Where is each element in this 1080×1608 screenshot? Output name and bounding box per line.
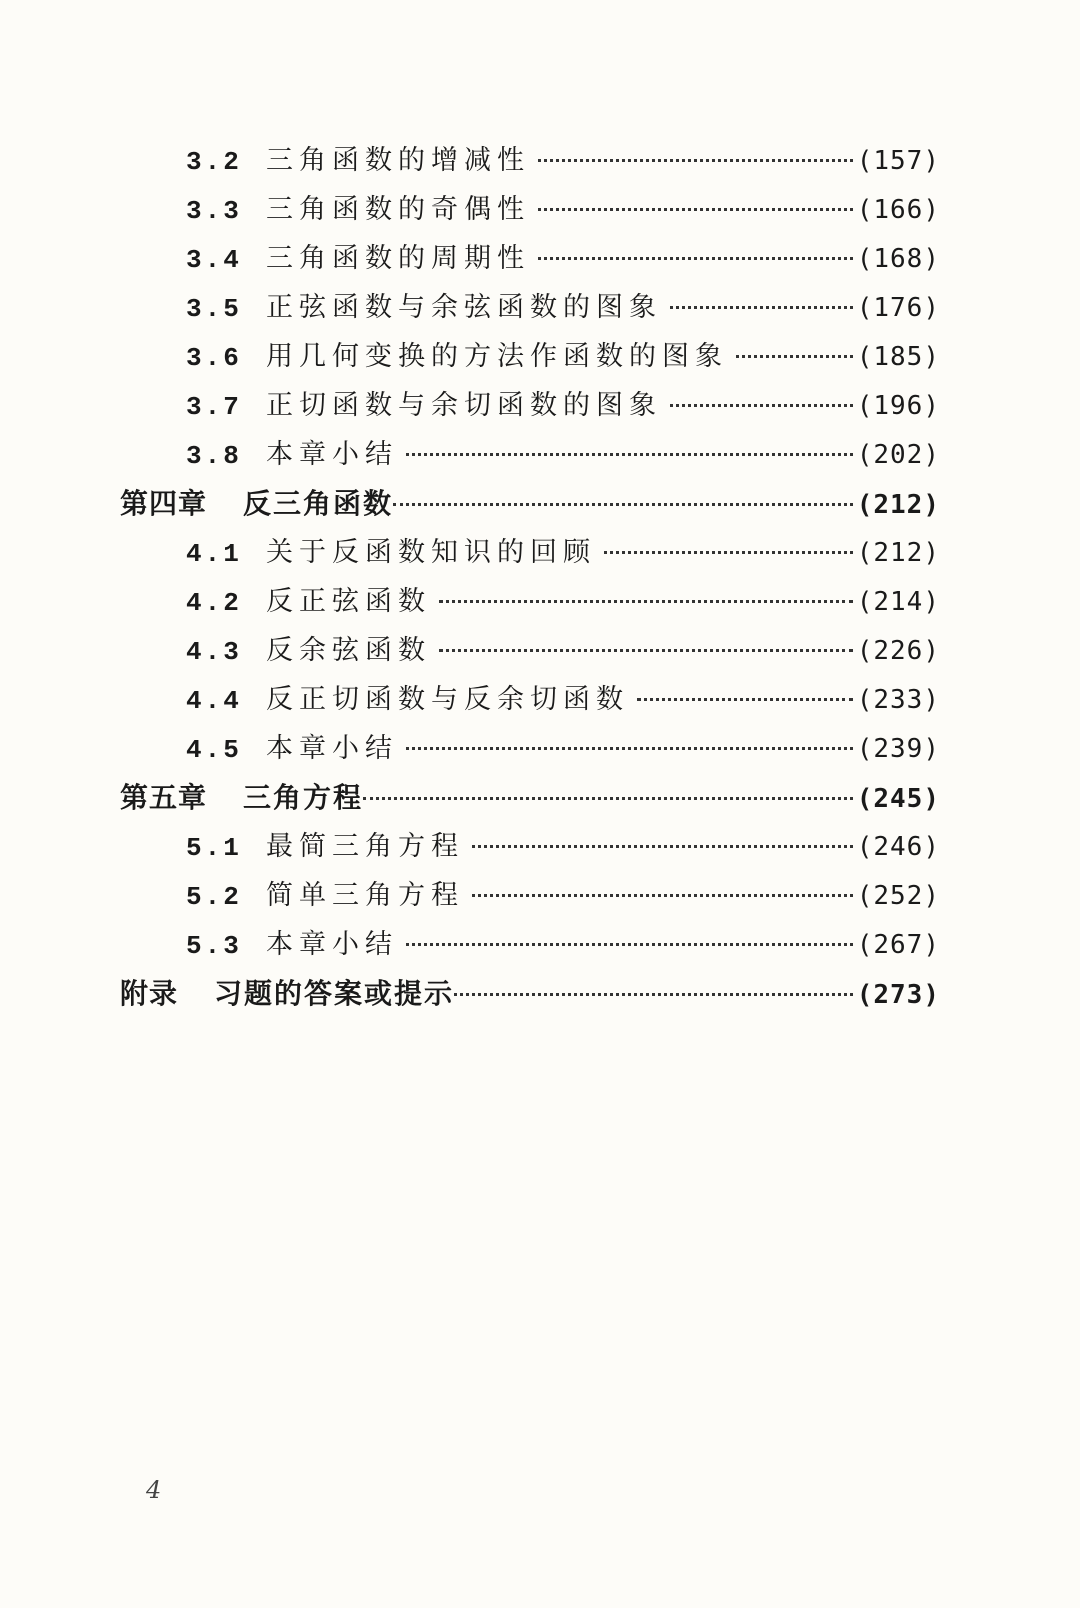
entry-title: 本章小结 <box>266 929 398 960</box>
toc-chapter-entry <box>120 969 940 1018</box>
entry-page-number: (246) <box>856 832 940 862</box>
dot-leader <box>439 649 853 652</box>
toc-section-entry <box>120 724 940 773</box>
entry-page-number: (233) <box>856 685 940 715</box>
entry-number: 3.6 <box>186 343 242 373</box>
entry-page-number: (212) <box>856 538 940 568</box>
entry-page-number: (166) <box>856 195 940 225</box>
entry-page-number: (185) <box>856 342 940 372</box>
entry-page-number: (239) <box>856 734 940 764</box>
entry-number: 3.7 <box>186 392 242 422</box>
entry-number: 4.5 <box>186 735 242 765</box>
entry-number: 3.4 <box>186 245 242 275</box>
entry-number: 5.2 <box>186 882 242 912</box>
dot-leader <box>439 600 853 603</box>
entry-page-number: (273) <box>856 980 940 1010</box>
entry-number: 第四章 <box>120 487 208 520</box>
toc-section-entry <box>120 577 940 626</box>
toc-section-entry <box>120 185 940 234</box>
entry-title: 三角函数的周期性 <box>266 243 530 274</box>
entry-title: 习题的答案或提示 <box>214 977 455 1010</box>
entry-number: 附录 <box>120 977 179 1010</box>
entry-page-number: (157) <box>856 146 940 176</box>
toc-section-entry <box>120 381 940 430</box>
dot-leader <box>363 797 853 800</box>
table-of-contents <box>120 136 940 1018</box>
entry-page-number: (168) <box>856 244 940 274</box>
entry-title: 反三角函数 <box>243 487 394 520</box>
entry-page-number: (176) <box>856 293 940 323</box>
dot-leader <box>670 306 853 309</box>
entry-number: 第五章 <box>120 781 208 814</box>
entry-title: 本章小结 <box>266 733 398 764</box>
entry-number: 3.3 <box>186 196 242 226</box>
entry-title: 用几何变换的方法作函数的图象 <box>266 341 728 372</box>
toc-chapter-entry <box>120 773 940 822</box>
dot-leader <box>736 355 853 358</box>
entry-title: 反余弦函数 <box>266 635 431 666</box>
dot-leader <box>406 453 853 456</box>
entry-title: 正切函数与余切函数的图象 <box>266 390 662 421</box>
dot-leader <box>454 993 853 996</box>
entry-number: 3.8 <box>186 441 242 471</box>
entry-number: 4.1 <box>186 539 242 569</box>
entry-number: 5.3 <box>186 931 242 961</box>
entry-title: 本章小结 <box>266 439 398 470</box>
entry-title: 简单三角方程 <box>266 880 464 911</box>
toc-section-entry <box>120 332 940 381</box>
entry-page-number: (214) <box>856 587 940 617</box>
dot-leader <box>670 404 853 407</box>
toc-section-entry <box>120 675 940 724</box>
dot-leader <box>538 257 853 260</box>
toc-section-entry <box>120 626 940 675</box>
dot-leader <box>472 845 853 848</box>
dot-leader <box>538 208 853 211</box>
entry-title: 三角方程 <box>243 781 364 814</box>
entry-number: 4.2 <box>186 588 242 618</box>
toc-section-entry <box>120 234 940 283</box>
dot-leader <box>406 747 853 750</box>
entry-title: 关于反函数知识的回顾 <box>266 537 596 568</box>
entry-page-number: (267) <box>856 930 940 960</box>
entry-title: 三角函数的奇偶性 <box>266 194 530 225</box>
page-number: 4 <box>146 1476 162 1504</box>
entry-title: 三角函数的增减性 <box>266 145 530 176</box>
dot-leader <box>406 943 853 946</box>
dot-leader <box>538 159 853 162</box>
entry-number: 4.3 <box>186 637 242 667</box>
dot-leader <box>637 698 853 701</box>
entry-page-number: (252) <box>856 881 940 911</box>
dot-leader <box>393 503 853 506</box>
entry-title: 反正弦函数 <box>266 586 431 617</box>
entry-title: 正弦函数与余弦函数的图象 <box>266 292 662 323</box>
toc-section-entry <box>120 283 940 332</box>
entry-number: 5.1 <box>186 833 242 863</box>
toc-chapter-entry <box>120 479 940 528</box>
toc-section-entry <box>120 430 940 479</box>
entry-number: 4.4 <box>186 686 242 716</box>
entry-number: 3.5 <box>186 294 242 324</box>
dot-leader <box>472 894 853 897</box>
toc-section-entry <box>120 822 940 871</box>
entry-page-number: (202) <box>856 440 940 470</box>
entry-page-number: (245) <box>856 784 940 814</box>
entry-page-number: (196) <box>856 391 940 421</box>
entry-number: 3.2 <box>186 147 242 177</box>
entry-title: 最简三角方程 <box>266 831 464 862</box>
toc-section-entry <box>120 528 940 577</box>
entry-page-number: (226) <box>856 636 940 666</box>
toc-section-entry <box>120 871 940 920</box>
toc-section-entry <box>120 136 940 185</box>
entry-page-number: (212) <box>856 490 940 520</box>
toc-section-entry <box>120 920 940 969</box>
dot-leader <box>604 551 853 554</box>
entry-title: 反正切函数与反余切函数 <box>266 684 629 715</box>
